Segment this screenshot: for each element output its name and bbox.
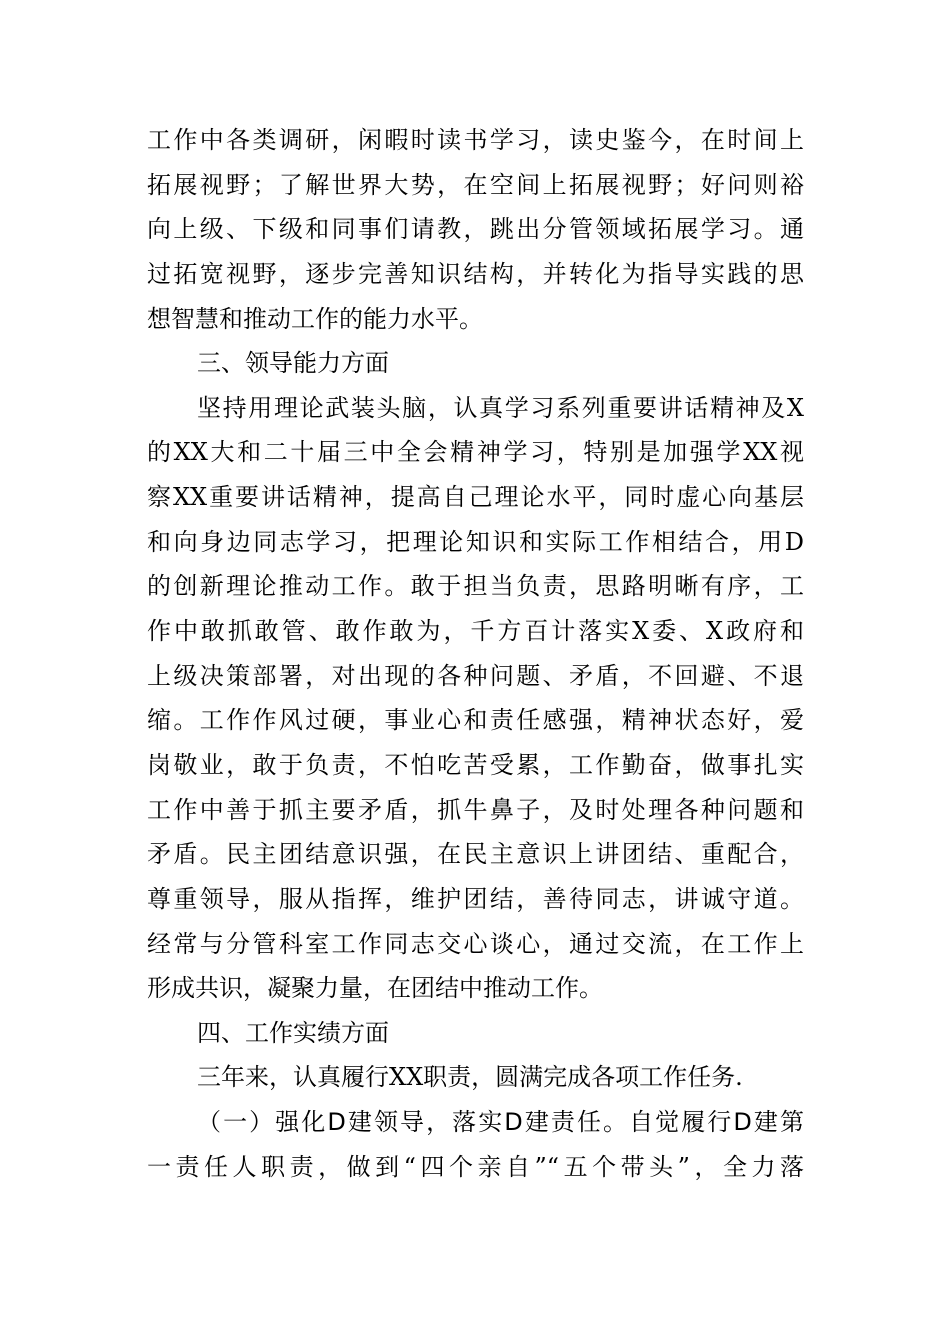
paragraph-line: 坚持用理论武装头脑，认真学习系列重要讲话精神及X — [197, 393, 804, 422]
paragraph-line: 岗敬业，敢于负责，不怕吃苦受累，工作勤奋，做事扎实 — [147, 750, 804, 779]
paragraph-line: 尊重领导，服从指挥，维护团结，善待同志，讲诚守道。 — [147, 884, 804, 913]
paragraph-line: 向上级、下级和同事们请教，跳出分管领域拓展学习。通 — [147, 215, 804, 244]
paragraph-line: 一责任人职责，做到“四个亲自”“五个带头”，全力落 — [147, 1152, 804, 1181]
paragraph-line: 的创新理论推动工作。敢于担当负责，思路明晰有序，工 — [147, 572, 804, 601]
section-heading: 四、工作实绩方面 — [197, 1018, 389, 1047]
paragraph-line: 矛盾。民主团结意识强，在民主意识上讲团结、重配合， — [147, 840, 804, 869]
paragraph-line: 想智慧和推动工作的能力水平。 — [147, 304, 483, 333]
paragraph-line: 三年来，认真履行XX职责，圆满完成各项工作任务. — [197, 1063, 743, 1092]
paragraph-line: 上级决策部署，对出现的各种问题、矛盾，不回避、不退 — [147, 661, 804, 690]
subsection-heading-line: （一）强化D建领导，落实D建责任。自觉履行D建第 — [197, 1108, 804, 1137]
paragraph-line: 缩。工作作风过硬，事业心和责任感强，精神状态好，爱 — [147, 706, 804, 735]
paragraph-line: 和向身边同志学习，把理论知识和实际工作相结合，用D — [147, 527, 804, 556]
paragraph-line: 经常与分管科室工作同志交心谈心，通过交流，在工作上 — [147, 929, 804, 958]
paragraph-line: 拓展视野；了解世界大势，在空间上拓展视野；好问则裕 — [147, 170, 804, 199]
paragraph-line: 的XX大和二十届三中全会精神学习，特别是加强学XX视 — [147, 438, 804, 467]
paragraph-line: 形成共识，凝聚力量，在团结中推动工作。 — [147, 974, 603, 1003]
paragraph-line: 察XX重要讲话精神，提高自己理论水平，同时虚心向基层 — [147, 483, 804, 512]
paragraph-line: 工作中各类调研，闲暇时读书学习，读史鉴今，在时间上 — [147, 126, 804, 154]
paragraph-line: 工作中善于抓主要矛盾，抓牛鼻子，及时处理各种问题和 — [147, 795, 804, 824]
document-page — [147, 118, 804, 1189]
paragraph-line: 过拓宽视野，逐步完善知识结构，并转化为指导实践的思 — [147, 259, 804, 288]
paragraph-line: 作中敢抓敢管、敢作敢为，千方百计落实X委、X政府和 — [147, 617, 804, 646]
section-heading: 三、领导能力方面 — [197, 349, 389, 378]
